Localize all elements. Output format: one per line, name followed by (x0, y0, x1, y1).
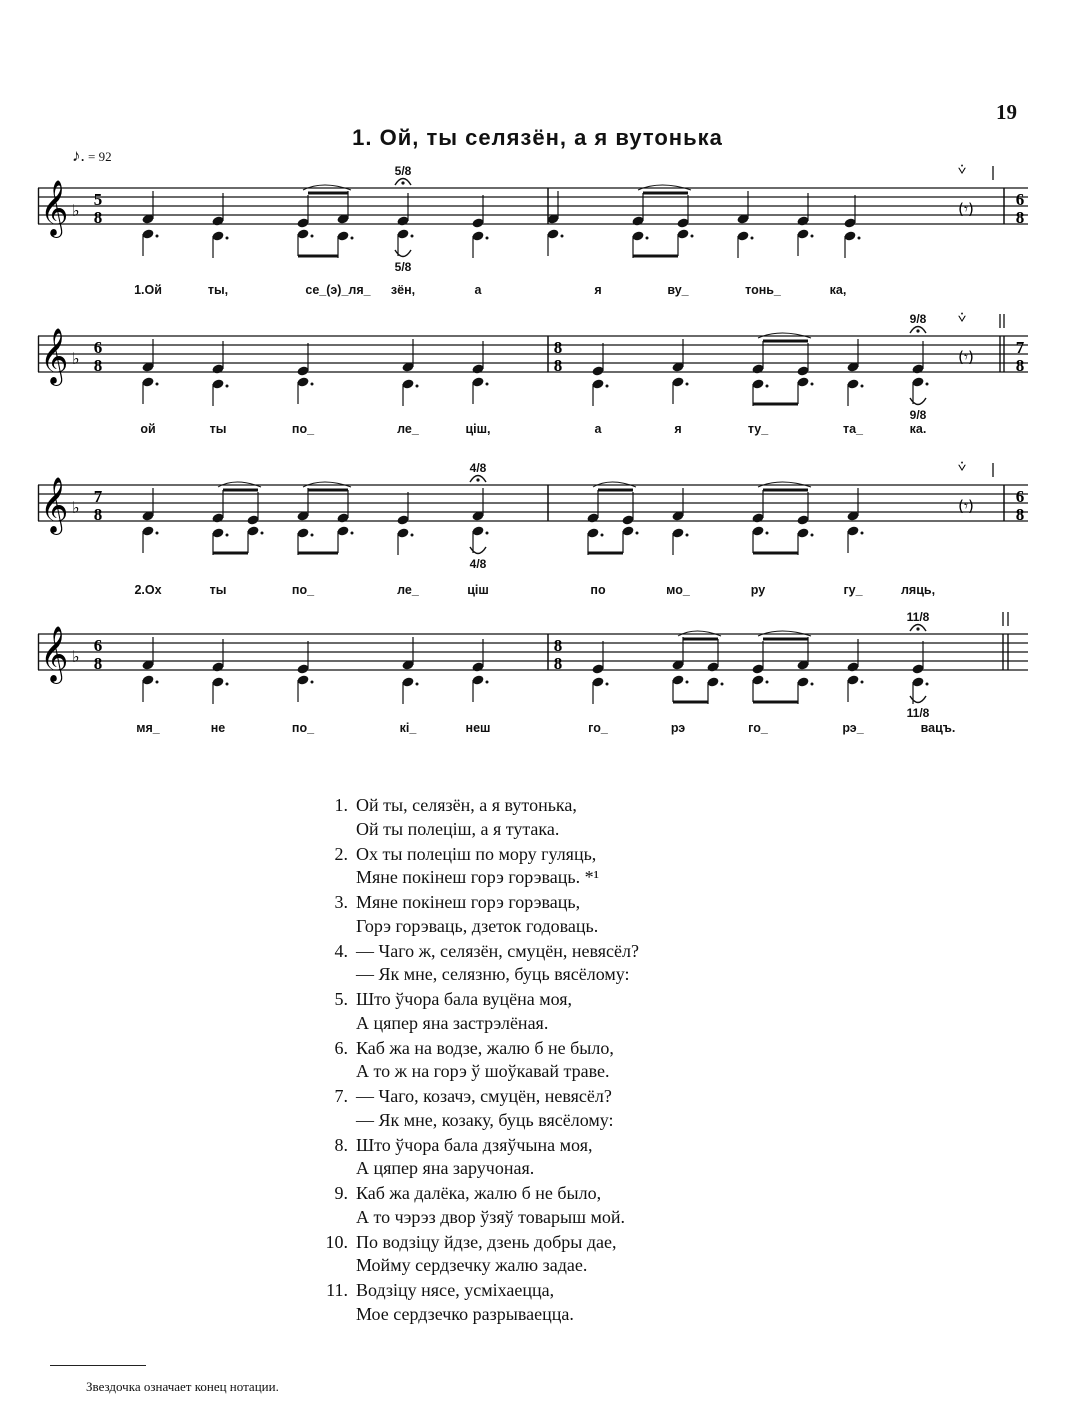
verse-line: А цяпер яна застрэлёная. (356, 1012, 549, 1033)
dot (811, 534, 814, 537)
dot (226, 237, 229, 240)
verse-line: Каб жа далёка, жалю б не было, (356, 1183, 602, 1203)
dot (156, 235, 159, 238)
verse-line: — Чаго ж, селязён, смуцён, невясёл? (356, 940, 639, 961)
lyric-syllable: ты (209, 583, 227, 597)
verse-line: А то ж на горэ ў шоўкавай траве. (356, 1061, 610, 1081)
dot (861, 681, 864, 684)
verse-line: Ой ты полецiш, а я тутака. (356, 818, 560, 839)
staff-svg (38, 162, 1030, 256)
song-title: 1. Ой, ты селязён, а я вутонька (352, 125, 723, 150)
dot (766, 385, 769, 388)
dot (226, 385, 229, 388)
verse (300, 794, 800, 841)
verse-line: Што ўчора бала вуцёна моя, (356, 989, 573, 1009)
lyrics-line-1 (38, 283, 1030, 303)
time-signature-mid-bottom: 8 (553, 356, 563, 375)
verses (300, 794, 800, 1328)
lyric-syllable: не (210, 721, 226, 735)
treble-clef-icon: 𝄞 (40, 328, 69, 384)
lyric-syllable: я (594, 283, 602, 297)
verse-line: Што ўчора бала дзяўчына моя, (356, 1134, 593, 1155)
time-signature-end-top: 7 (1015, 338, 1025, 357)
time-signature-start-top: 6 (93, 338, 103, 357)
dot (926, 683, 929, 686)
lyric-syllable: зён, (390, 283, 416, 297)
verse-line: Мойму сердзечку жалю задае. (356, 1255, 588, 1275)
dot (721, 683, 724, 686)
lyric-syllable: а (594, 422, 602, 436)
verse-number: 1. (334, 795, 348, 815)
verse-number: 3. (334, 892, 348, 912)
dot (311, 383, 314, 386)
verse-number: 10. (325, 1231, 348, 1252)
flat-icon: ♭ (72, 647, 80, 666)
breath-mark-icon: ⩒ (957, 162, 967, 178)
staff-4 (38, 610, 1030, 720)
fermata-duration-bottom: 11/8 (906, 706, 930, 720)
staff-3 (38, 459, 1030, 571)
lyric-syllable: ру (750, 583, 766, 597)
time-signature-start-top: 5 (93, 190, 103, 209)
dot (646, 237, 649, 240)
verse-number: 6. (334, 1037, 348, 1058)
time-signature-end-bottom: 8 (1015, 356, 1025, 375)
lyric-syllable: ціш, (465, 422, 491, 436)
verse-line: Мяне покiнеш горэ горэваць, (356, 892, 581, 912)
lyric-syllable: по_ (291, 422, 315, 436)
dot (858, 237, 861, 240)
dot (486, 237, 489, 240)
dot (156, 383, 159, 386)
verse-number: 5. (334, 989, 348, 1009)
fermata-duration-bottom: 4/8 (469, 557, 487, 571)
flat-icon: ♭ (72, 498, 80, 517)
lyric-syllable: гу_ (843, 583, 863, 597)
dot (686, 383, 689, 386)
dot (261, 532, 264, 535)
dot (226, 683, 229, 686)
verse-line: Водзiцу нясе, усмiхаецца, (356, 1280, 555, 1300)
dot (686, 534, 689, 537)
time-signature-start-top: 7 (93, 487, 103, 506)
time-signature-start-bottom: 8 (93, 208, 103, 227)
tempo-note-icon: ♪. (72, 146, 85, 165)
time-signature-end-top: 6 (1015, 487, 1025, 506)
lyric-syllable: 2.Ох (134, 583, 162, 597)
dot (416, 385, 419, 388)
fermata-dot (916, 329, 919, 332)
lyric-syllable: мо_ (666, 583, 690, 597)
lyric-syllable: ле_ (397, 422, 419, 436)
staff-1 (38, 162, 1030, 274)
verse (300, 1085, 800, 1132)
lyric-syllable: ой (140, 422, 156, 436)
dot (606, 385, 609, 388)
fermata-duration-top: 9/8 (909, 312, 927, 326)
verse-number: 2. (334, 843, 348, 864)
lyric-syllable: по_ (291, 721, 315, 735)
tempo-value: = 92 (88, 149, 112, 164)
treble-clef-icon: 𝄞 (40, 477, 69, 533)
flat-icon: ♭ (72, 349, 80, 368)
verse (300, 891, 800, 938)
dot (561, 235, 564, 238)
verse-line: Горэ горэваць, дзеток годоваць. (356, 915, 599, 936)
staff-svg (38, 624, 1030, 702)
verse-number: 9. (334, 1183, 348, 1203)
dot (156, 681, 159, 684)
dot (351, 532, 354, 535)
treble-clef-icon: 𝄞 (40, 626, 69, 682)
fermata-dot (401, 181, 404, 184)
lyric-syllable: вацъ. (920, 721, 956, 735)
lyric-syllable: ле_ (397, 583, 419, 597)
rest-icon: (𝄾) (958, 497, 974, 515)
dot (811, 683, 814, 686)
dot (416, 683, 419, 686)
dot (751, 237, 754, 240)
dot (766, 681, 769, 684)
verse-line: — Як мне, козаку, буць вясёлому: (356, 1109, 614, 1130)
verse-line: — Як мне, селязню, буць вясёлому: (356, 964, 630, 984)
breath-mark-icon: ⩒ (957, 310, 967, 326)
lyric-syllable: а (474, 283, 482, 297)
verse-number: 7. (334, 1086, 348, 1106)
lyric-syllable: го_ (748, 721, 768, 735)
lyrics-line-3 (38, 583, 1030, 603)
verse-line: Каб жа на водзе, жалю б не было, (356, 1037, 614, 1058)
time-signature-mid-bottom: 8 (553, 654, 563, 673)
rest-icon: (𝄾) (958, 348, 974, 366)
dot (766, 532, 769, 535)
fermata-dot (476, 478, 479, 481)
rest-icon: (𝄾) (958, 200, 974, 218)
verse (300, 940, 800, 987)
dot (636, 532, 639, 535)
lyric-syllable: я (674, 422, 682, 436)
time-signature-start-bottom: 8 (93, 356, 103, 375)
verse-line: По водзiцу йдзе, дзень добры дае, (356, 1231, 617, 1252)
verse (300, 1037, 800, 1084)
time-signature-start-bottom: 8 (93, 654, 103, 673)
lyric-syllable: ты (209, 422, 227, 436)
dot (486, 383, 489, 386)
time-signature-start-top: 6 (93, 636, 103, 655)
lyric-syllable: 1.Ой (134, 283, 162, 297)
fermata-duration-bottom: 5/8 (394, 260, 412, 274)
verse-number: 4. (334, 940, 348, 961)
page-number: 19 (996, 100, 1017, 124)
lyric-syllable: по (590, 583, 606, 597)
lyric-syllable: кі_ (399, 721, 417, 735)
dot (686, 681, 689, 684)
lyric-syllable: ту_ (747, 422, 769, 436)
lyric-syllable: рэ_ (842, 721, 864, 735)
dot (411, 235, 414, 238)
lyric-syllable: ты, (207, 283, 229, 297)
fermata-duration-bottom: 9/8 (909, 408, 927, 422)
dot (811, 383, 814, 386)
dot (226, 534, 229, 537)
time-signature-start-bottom: 8 (93, 505, 103, 524)
dot (811, 235, 814, 238)
dot (601, 534, 604, 537)
dot (486, 681, 489, 684)
lyric-syllable: ка, (829, 283, 847, 297)
lyric-syllable: неш (465, 721, 491, 735)
verse (300, 1182, 800, 1229)
verse-line: А цяпер яна заручоная. (356, 1158, 535, 1178)
staff-2 (38, 310, 1030, 422)
lyric-syllable: ка. (909, 422, 927, 436)
verse-number: 8. (334, 1134, 348, 1155)
tempo-marking (72, 146, 112, 166)
dot (351, 237, 354, 240)
footnote: Звездочка означает конец нотации. (86, 1379, 279, 1394)
verse-line: Ох ты полецiш по мору гуляць, (356, 843, 597, 864)
lyrics-line-2 (38, 422, 1030, 442)
fermata-dot (916, 627, 919, 630)
dot (691, 235, 694, 238)
dot (486, 532, 489, 535)
dot (926, 383, 929, 386)
dot (861, 532, 864, 535)
verse (300, 988, 800, 1035)
verse (300, 1134, 800, 1181)
lyric-syllable: ціш (467, 583, 489, 597)
time-signature-end-bottom: 8 (1015, 208, 1025, 227)
treble-clef-icon: 𝄞 (40, 180, 69, 236)
dot (411, 534, 414, 537)
verse-line: Ой ты, селязён, а я вутонька, (356, 795, 577, 815)
dot (311, 681, 314, 684)
flat-icon: ♭ (72, 201, 80, 220)
fermata-duration-top: 5/8 (394, 164, 412, 178)
breath-mark-icon: ⩒ (957, 459, 967, 475)
dot (311, 534, 314, 537)
lyric-syllable: ву_ (667, 283, 689, 297)
lyric-syllable: та_ (842, 422, 864, 436)
time-signature-mid-top: 8 (553, 636, 563, 655)
footnote-divider (50, 1365, 146, 1366)
verse (300, 843, 800, 890)
lyric-syllable: се_(э)_ля_ (305, 283, 371, 297)
dot (606, 683, 609, 686)
verse-line: А то чэрэз двор ўзяў товарыш мой. (356, 1206, 625, 1227)
time-signature-end-bottom: 8 (1015, 505, 1025, 524)
lyrics-line-4 (38, 721, 1030, 741)
verse (300, 1231, 800, 1278)
verse (300, 1279, 800, 1326)
lyric-syllable: мя_ (136, 721, 160, 735)
lyric-syllable: тонь_ (745, 283, 781, 297)
verse-line: Мяне покiнеш горэ горэваць. *¹ (356, 867, 599, 887)
time-signature-end-top: 6 (1015, 190, 1025, 209)
lyric-syllable: ляць, (900, 583, 936, 597)
fermata-duration-top: 11/8 (906, 610, 930, 624)
fermata-duration-top: 4/8 (469, 461, 487, 475)
verse-number: 11. (326, 1280, 348, 1300)
verse-line: — Чаго, козачэ, смуцён, невясёл? (356, 1086, 612, 1106)
lyric-syllable: го_ (588, 721, 608, 735)
lyric-syllable: рэ (670, 721, 686, 735)
time-signature-mid-top: 8 (553, 338, 563, 357)
dot (311, 235, 314, 238)
dot (861, 385, 864, 388)
dot (156, 532, 159, 535)
lyric-syllable: по_ (291, 583, 315, 597)
verse-line: Мое сердзечко разрываецца. (356, 1303, 574, 1324)
